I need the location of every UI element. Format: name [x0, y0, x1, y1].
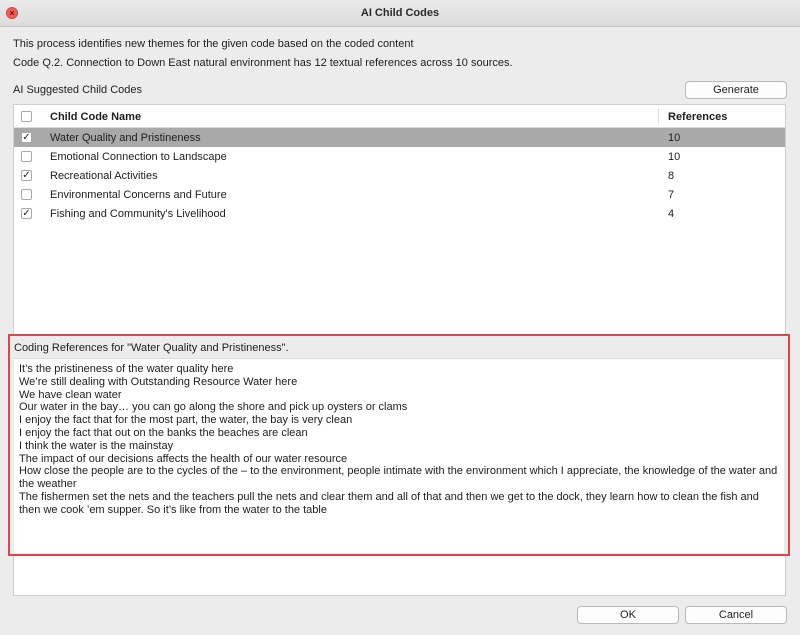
table-row[interactable]	[14, 128, 785, 147]
reference-count: 10	[668, 151, 681, 163]
table-row[interactable]	[14, 204, 785, 223]
select-all-checkbox[interactable]	[21, 111, 32, 122]
cancel-button[interactable]: Cancel	[685, 606, 787, 624]
table-header	[14, 105, 785, 128]
ok-button[interactable]: OK	[577, 606, 679, 624]
child-code-name: Environmental Concerns and Future	[50, 189, 227, 201]
row-checkbox[interactable]	[21, 151, 32, 162]
reference-count: 4	[668, 208, 675, 220]
coding-references-section	[8, 334, 790, 556]
child-code-name: Recreational Activities	[50, 170, 158, 182]
close-icon[interactable]: ×	[6, 7, 18, 19]
table-row[interactable]	[14, 185, 785, 204]
title-bar	[0, 0, 800, 27]
code-summary: Code Q.2. Connection to Down East natural environment has 12 textual references across 10 sources.	[13, 57, 513, 69]
child-code-name: Water Quality and Pristineness	[50, 132, 201, 144]
column-divider	[658, 108, 659, 124]
suggested-codes-label: AI Suggested Child Codes	[13, 84, 143, 96]
window-title: AI Child Codes	[360, 7, 440, 19]
reference-count: 7	[668, 189, 675, 201]
row-checkbox[interactable]	[21, 189, 32, 200]
row-checkbox[interactable]: ✓	[22, 132, 31, 143]
row-checkbox[interactable]: ✓	[22, 170, 31, 181]
coding-references-textarea[interactable]	[14, 358, 784, 553]
row-checkbox[interactable]: ✓	[22, 208, 31, 219]
generate-button[interactable]: Generate	[685, 81, 787, 99]
table-row[interactable]	[14, 166, 785, 185]
table-row[interactable]	[14, 147, 785, 166]
process-description: This process identifies new themes for the given code based on the coded content	[13, 38, 414, 50]
reference-count: 10	[668, 132, 681, 144]
reference-count: 8	[668, 170, 675, 182]
coding-references-label: Coding References for "Water Quality and Pristineness".	[14, 342, 289, 354]
child-code-name: Fishing and Community's Livelihood	[50, 208, 226, 220]
column-header-name[interactable]: Child Code Name	[50, 111, 142, 123]
child-code-name: Emotional Connection to Landscape	[50, 151, 227, 163]
column-header-references[interactable]: References	[668, 111, 728, 123]
coding-references-text: It’s the pristineness of the water quality here We’re still dealing with Outstanding Resource Water here We have clean water Our water in the bay… you can go along the shore and pick up oysters or clams I enjoy the fact that for the most part, the water, the bay is very clean I enjoy the fact that out on the banks the beaches are clean I think the water is the mainstay The impact of our decisions affects the health of our water resource How close the people are to the cycles of the – to the environment, people intimate with the environment which I appreciate, the knowledge of the water and the weather The fishermen set the nets and the teachers pull the nets and clear them and all of that and then we get to the dock, they learn how to clean the fish and then we cook ’em supper. So it’s like from the water to the table	[19, 363, 778, 516]
